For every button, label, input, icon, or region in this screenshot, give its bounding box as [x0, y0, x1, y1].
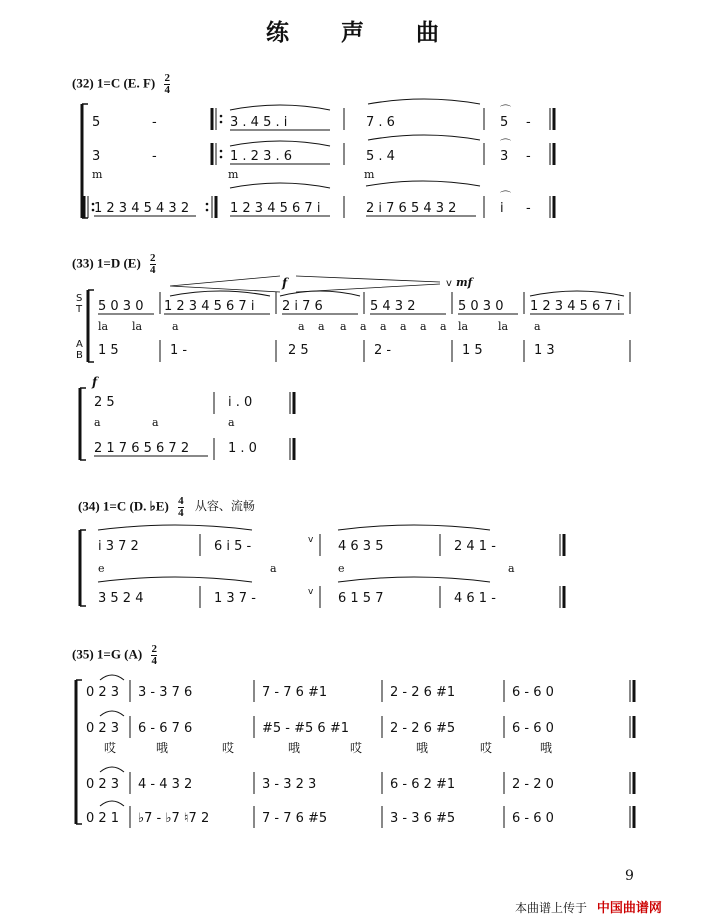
note-text: 0 2 1	[86, 811, 120, 826]
crescendo-hairpin	[170, 276, 280, 292]
note-text: 6 - 6 7 6	[138, 721, 193, 736]
note-text: 6 i 5 -	[214, 539, 252, 554]
lyric-text: la	[458, 320, 469, 333]
slur	[230, 183, 330, 188]
note-text: 7 - 7 6 #5	[262, 811, 328, 826]
lyric-text: a	[270, 562, 277, 575]
time-signature: $\frac{2}{4}$	[164, 72, 170, 96]
lyric-text: e	[338, 562, 345, 575]
lyric-text: e	[98, 562, 105, 575]
lyric-text: la	[132, 320, 143, 333]
note-text: 4 6 3 5	[338, 539, 384, 554]
lyric-text: a	[94, 416, 101, 429]
slur	[368, 135, 480, 140]
tempo-marking: 从容、流畅	[194, 499, 255, 514]
note-text: 1 3 7 -	[214, 591, 256, 606]
lyric-text: m	[228, 168, 239, 181]
note-text: 6 - 6 0	[512, 685, 554, 700]
lyric-text: la	[98, 320, 109, 333]
lyric-text: a	[380, 320, 387, 333]
lyric-text: a	[534, 320, 541, 333]
note-text: 2 4 1 -	[454, 539, 496, 554]
slur	[98, 525, 252, 530]
slur	[366, 181, 480, 186]
slur	[530, 291, 624, 296]
lyric-text: 哦	[540, 741, 553, 755]
page-number: 9	[625, 868, 634, 884]
dynamic-mark: mf	[456, 276, 473, 289]
note-text: 6 - 6 0	[512, 811, 554, 826]
lyric-text: a	[440, 320, 447, 333]
time-signature: $\frac{2}{4}$	[151, 643, 157, 667]
lyric-text: 哎	[104, 741, 117, 755]
repeat-dot	[220, 115, 223, 118]
note-text: 6 - 6 0	[512, 721, 554, 736]
dynamic-mark: f	[282, 276, 288, 290]
slur	[98, 577, 252, 582]
note-text: 1 2 3 4 5 6 7 i	[530, 299, 621, 314]
decrescendo-hairpin	[296, 276, 440, 292]
note-text: 1 2 3 4 5 4 3 2	[94, 201, 190, 216]
slur	[338, 577, 490, 582]
lyric-text: a	[400, 320, 407, 333]
note-text: 0 2 3	[86, 721, 120, 736]
note-text: 1 5	[462, 343, 483, 358]
note-text: 2 i 7 6	[282, 299, 323, 314]
note-text: 1 . 0	[228, 441, 257, 456]
repeat-dot	[206, 203, 209, 206]
breath-mark: v	[308, 587, 314, 597]
note-text: 5 0 3 0	[98, 299, 144, 314]
note-text: 1 2 3 4 5 6 7 i	[164, 299, 255, 314]
repeat-dot	[220, 150, 223, 153]
note-text: 3 - 3 2 3	[262, 777, 317, 792]
note-text: -	[526, 149, 531, 164]
part-label-bass: B	[76, 350, 83, 361]
note-text: 3 - 3 6 #5	[390, 811, 456, 826]
note-text: 2 - 2 0	[512, 777, 554, 792]
lyric-text: 哎	[222, 741, 235, 755]
footer-credit	[515, 897, 662, 916]
note-text: i 3 7 2	[98, 539, 139, 554]
breath-mark: v	[446, 278, 452, 289]
breath-mark: v	[308, 535, 314, 545]
note-text: 3	[500, 149, 509, 164]
repeat-dot	[220, 156, 223, 159]
note-text: 1 . 2 3 . 6	[230, 149, 293, 164]
note-text: 2 - 2 6 #5	[390, 721, 456, 736]
note-text: 3 . 4 5 . i	[230, 115, 288, 130]
slur	[338, 525, 490, 530]
lyric-text: a	[228, 416, 235, 429]
note-text: 2 -	[374, 343, 392, 358]
fermata-mark: ⌒	[500, 104, 511, 117]
note-text: ♭7 - ♭7 ♮7 2	[138, 811, 210, 826]
note-text: 7 - 7 6 #1	[262, 685, 328, 700]
lyric-text: m	[364, 168, 375, 181]
lyric-text: 哎	[350, 741, 363, 755]
note-text: 1 -	[170, 343, 188, 358]
note-text: 7 . 6	[366, 115, 395, 130]
slur	[230, 141, 330, 146]
lyric-text: 哎	[480, 741, 493, 755]
dynamic-mark: f	[92, 375, 98, 389]
lyric-text: a	[172, 320, 179, 333]
note-text: i	[500, 201, 504, 216]
note-text: 5 . 4	[366, 149, 395, 164]
slur	[100, 711, 124, 716]
slur	[368, 99, 480, 104]
lyric-text: m	[92, 168, 103, 181]
note-text: 2 i 7 6 5 4 3 2	[366, 201, 457, 216]
note-text: 5	[92, 115, 101, 130]
page-title: 练 声 曲	[266, 19, 462, 46]
lyric-text: 哦	[416, 741, 429, 755]
note-text: 2 1 7 6 5 6 7 2	[94, 441, 190, 456]
note-text: 1 5	[98, 343, 119, 358]
note-text: -	[526, 201, 531, 216]
note-text: 3	[92, 149, 101, 164]
lyric-text: 哦	[156, 741, 169, 755]
fermata-mark: ⌒	[500, 138, 511, 151]
note-text: 1 2 3 4 5 6 7 i	[230, 201, 321, 216]
key-label: (34) 1=C (D. ♭E)	[78, 498, 169, 514]
slur	[170, 291, 270, 296]
note-text: 5	[500, 115, 509, 130]
slur	[280, 291, 360, 296]
note-text: 5 0 3 0	[458, 299, 504, 314]
time-signature: $\frac{2}{4}$	[150, 252, 156, 276]
note-text: -	[152, 149, 157, 164]
note-text: -	[152, 115, 157, 130]
repeat-dot	[206, 209, 209, 212]
part-label-tenor: T	[76, 304, 83, 315]
footer-text: 本曲谱上传于	[515, 901, 588, 915]
note-text: #5 - #5 6 #1	[262, 721, 349, 736]
note-text: 2 - 2 6 #1	[390, 685, 456, 700]
note-text: 5 4 3 2	[370, 299, 416, 314]
note-text: i . 0	[228, 395, 253, 410]
note-text: 4 - 4 3 2	[138, 777, 193, 792]
slur	[100, 675, 124, 680]
note-text: 2 5	[94, 395, 115, 410]
slur	[230, 105, 330, 110]
lyric-text: a	[318, 320, 325, 333]
key-label: (32) 1=C (E. F)	[72, 75, 156, 91]
slur	[100, 801, 124, 806]
note-text: 2 5	[288, 343, 309, 358]
note-text: 1 3	[534, 343, 555, 358]
note-text: 4 6 1 -	[454, 591, 496, 606]
time-signature: $\frac{4}{4}$	[178, 495, 184, 519]
note-text: 0 2 3	[86, 777, 120, 792]
lyric-text: 哦	[288, 741, 301, 755]
lyric-text: a	[298, 320, 305, 333]
lyric-text: a	[420, 320, 427, 333]
site-logo: 中国曲谱网	[596, 901, 662, 916]
note-text: 6 - 6 2 #1	[390, 777, 456, 792]
lyric-text: la	[498, 320, 509, 333]
part-label-alto: A	[76, 339, 83, 350]
note-text: 3 5 2 4	[98, 591, 144, 606]
note-text: 6 1 5 7	[338, 591, 384, 606]
fermata-mark: ⌒	[500, 190, 511, 203]
lyric-text: a	[508, 562, 515, 575]
lyric-text: a	[340, 320, 347, 333]
note-text: -	[526, 115, 531, 130]
note-text: 0 2 3	[86, 685, 120, 700]
key-label: (33) 1=D (E)	[72, 255, 141, 271]
lyric-text: a	[360, 320, 367, 333]
key-label: (35) 1=G (A)	[72, 646, 143, 662]
slur	[100, 767, 124, 772]
repeat-dot	[220, 121, 223, 124]
part-label-soprano: S	[76, 293, 83, 304]
note-text: 3 - 3 7 6	[138, 685, 193, 700]
lyric-text: a	[152, 416, 159, 429]
